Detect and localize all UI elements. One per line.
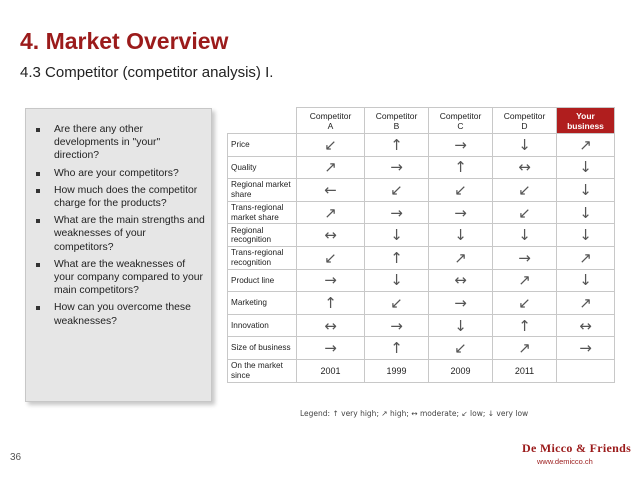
- question-item: [36, 184, 205, 210]
- rating-arrow: ↙: [493, 201, 557, 224]
- header-competitor-d: Competitor D: [493, 108, 557, 134]
- table-row: [228, 246, 615, 269]
- rating-arrow: ↗: [557, 292, 615, 315]
- table-row: [228, 224, 615, 247]
- bullet-icon: [36, 219, 40, 223]
- table-legend: Legend: ↑ very high; ↗ high; ↔ moderate; ↙ low; ↓ very low: [300, 409, 529, 418]
- question-item: [36, 301, 205, 327]
- rating-arrow: ↓: [493, 134, 557, 157]
- rating-arrow: →: [429, 201, 493, 224]
- row-label: Innovation: [228, 314, 297, 337]
- table-row: [228, 156, 615, 179]
- year-cell: 2001: [297, 359, 365, 382]
- rating-arrow: ↗: [493, 337, 557, 360]
- rating-arrow: →: [365, 156, 429, 179]
- rating-arrow: →: [429, 292, 493, 315]
- rating-arrow: ↑: [365, 246, 429, 269]
- rating-arrow: ↔: [493, 156, 557, 179]
- rating-arrow: →: [365, 201, 429, 224]
- table-corner: [228, 108, 297, 134]
- bullet-icon: [36, 172, 40, 176]
- bullet-icon: [36, 263, 40, 267]
- header-competitor-a: Competitor A: [297, 108, 365, 134]
- row-label: Trans-regional market share: [228, 201, 297, 224]
- table-row: [228, 179, 615, 202]
- rating-arrow: ↑: [493, 314, 557, 337]
- question-text: What are the weaknesses of your company compared to your main competitors?: [54, 258, 204, 297]
- table-row: [228, 269, 615, 292]
- rating-arrow: ↗: [557, 246, 615, 269]
- row-label: Trans-regional recognition: [228, 246, 297, 269]
- row-label: Size of business: [228, 337, 297, 360]
- table-header-row: [228, 108, 615, 134]
- rating-arrow: ↓: [557, 156, 615, 179]
- year-cell: 2009: [429, 359, 493, 382]
- company-logo: De Micco & Friends: [522, 441, 632, 455]
- company-url[interactable]: www.demicco.ch: [537, 457, 593, 466]
- table-row: [228, 201, 615, 224]
- question-text: How can you overcome these weaknesses?: [54, 302, 191, 327]
- table-row: [228, 134, 615, 157]
- questions-box: [25, 108, 212, 402]
- header-competitor-c: Competitor C: [429, 108, 493, 134]
- competitor-table: [227, 107, 615, 383]
- row-label: On the market since: [228, 359, 297, 382]
- rating-arrow: →: [557, 337, 615, 360]
- rating-arrow: ↗: [429, 246, 493, 269]
- rating-arrow: ↗: [557, 134, 615, 157]
- question-text: Are there any other developments in "your" direction?: [54, 124, 161, 162]
- rating-arrow: ↓: [493, 224, 557, 247]
- rating-arrow: ↗: [493, 269, 557, 292]
- rating-arrow: ↓: [429, 224, 493, 247]
- rating-arrow: ↓: [365, 224, 429, 247]
- rating-arrow: ↓: [557, 224, 615, 247]
- table-row: [228, 292, 615, 315]
- page-number: 36: [10, 452, 22, 463]
- rating-arrow: ↔: [429, 269, 493, 292]
- rating-arrow: ↓: [557, 201, 615, 224]
- question-text: Who are your competitors?: [54, 167, 179, 179]
- rating-arrow: →: [365, 314, 429, 337]
- bullet-icon: [36, 128, 40, 132]
- rating-arrow: →: [493, 246, 557, 269]
- rating-arrow: ↓: [557, 269, 615, 292]
- row-label: Price: [228, 134, 297, 157]
- rating-arrow: ↔: [297, 314, 365, 337]
- question-item: [36, 167, 205, 180]
- rating-arrow: ↔: [557, 314, 615, 337]
- slide-title: 4. Market Overview: [20, 28, 229, 54]
- row-label: Product line: [228, 269, 297, 292]
- rating-arrow: ↓: [557, 179, 615, 202]
- header-your-business: Your business: [557, 108, 615, 134]
- table-row: [228, 314, 615, 337]
- rating-arrow: ↓: [365, 269, 429, 292]
- rating-arrow: →: [297, 337, 365, 360]
- row-label: Regional market share: [228, 179, 297, 202]
- row-label: Regional recognition: [228, 224, 297, 247]
- question-text: What are the main strengths and weaknesses of your competitors?: [54, 215, 205, 253]
- rating-arrow: ↙: [493, 292, 557, 315]
- rating-arrow: ↙: [297, 246, 365, 269]
- rating-arrow: ↙: [365, 292, 429, 315]
- rating-arrow: ←: [297, 179, 365, 202]
- bullet-icon: [36, 189, 40, 193]
- question-item: [36, 123, 205, 163]
- rating-arrow: ↑: [297, 292, 365, 315]
- rating-arrow: ↗: [297, 201, 365, 224]
- table-row: [228, 359, 615, 382]
- table-row: [228, 337, 615, 360]
- year-cell: [557, 359, 615, 382]
- rating-arrow: ↙: [297, 134, 365, 157]
- rating-arrow: ↑: [365, 134, 429, 157]
- year-cell: 2011: [493, 359, 557, 382]
- slide-subtitle: 4.3 Competitor (competitor analysis) I.: [20, 64, 274, 81]
- rating-arrow: ↔: [297, 224, 365, 247]
- rating-arrow: ↗: [297, 156, 365, 179]
- question-text: How much does the competitor charge for the products?: [54, 184, 198, 210]
- rating-arrow: ↙: [493, 179, 557, 202]
- row-label: Quality: [228, 156, 297, 179]
- bullet-icon: [36, 306, 40, 310]
- question-item: [36, 214, 205, 254]
- rating-arrow: ↑: [365, 337, 429, 360]
- rating-arrow: →: [429, 134, 493, 157]
- header-competitor-b: Competitor B: [365, 108, 429, 134]
- question-item: [36, 258, 205, 298]
- rating-arrow: ↙: [429, 179, 493, 202]
- questions-list: [36, 123, 205, 332]
- rating-arrow: ↙: [365, 179, 429, 202]
- year-cell: 1999: [365, 359, 429, 382]
- rating-arrow: ↓: [429, 314, 493, 337]
- rating-arrow: ↙: [429, 337, 493, 360]
- row-label: Marketing: [228, 292, 297, 315]
- rating-arrow: ↑: [429, 156, 493, 179]
- rating-arrow: →: [297, 269, 365, 292]
